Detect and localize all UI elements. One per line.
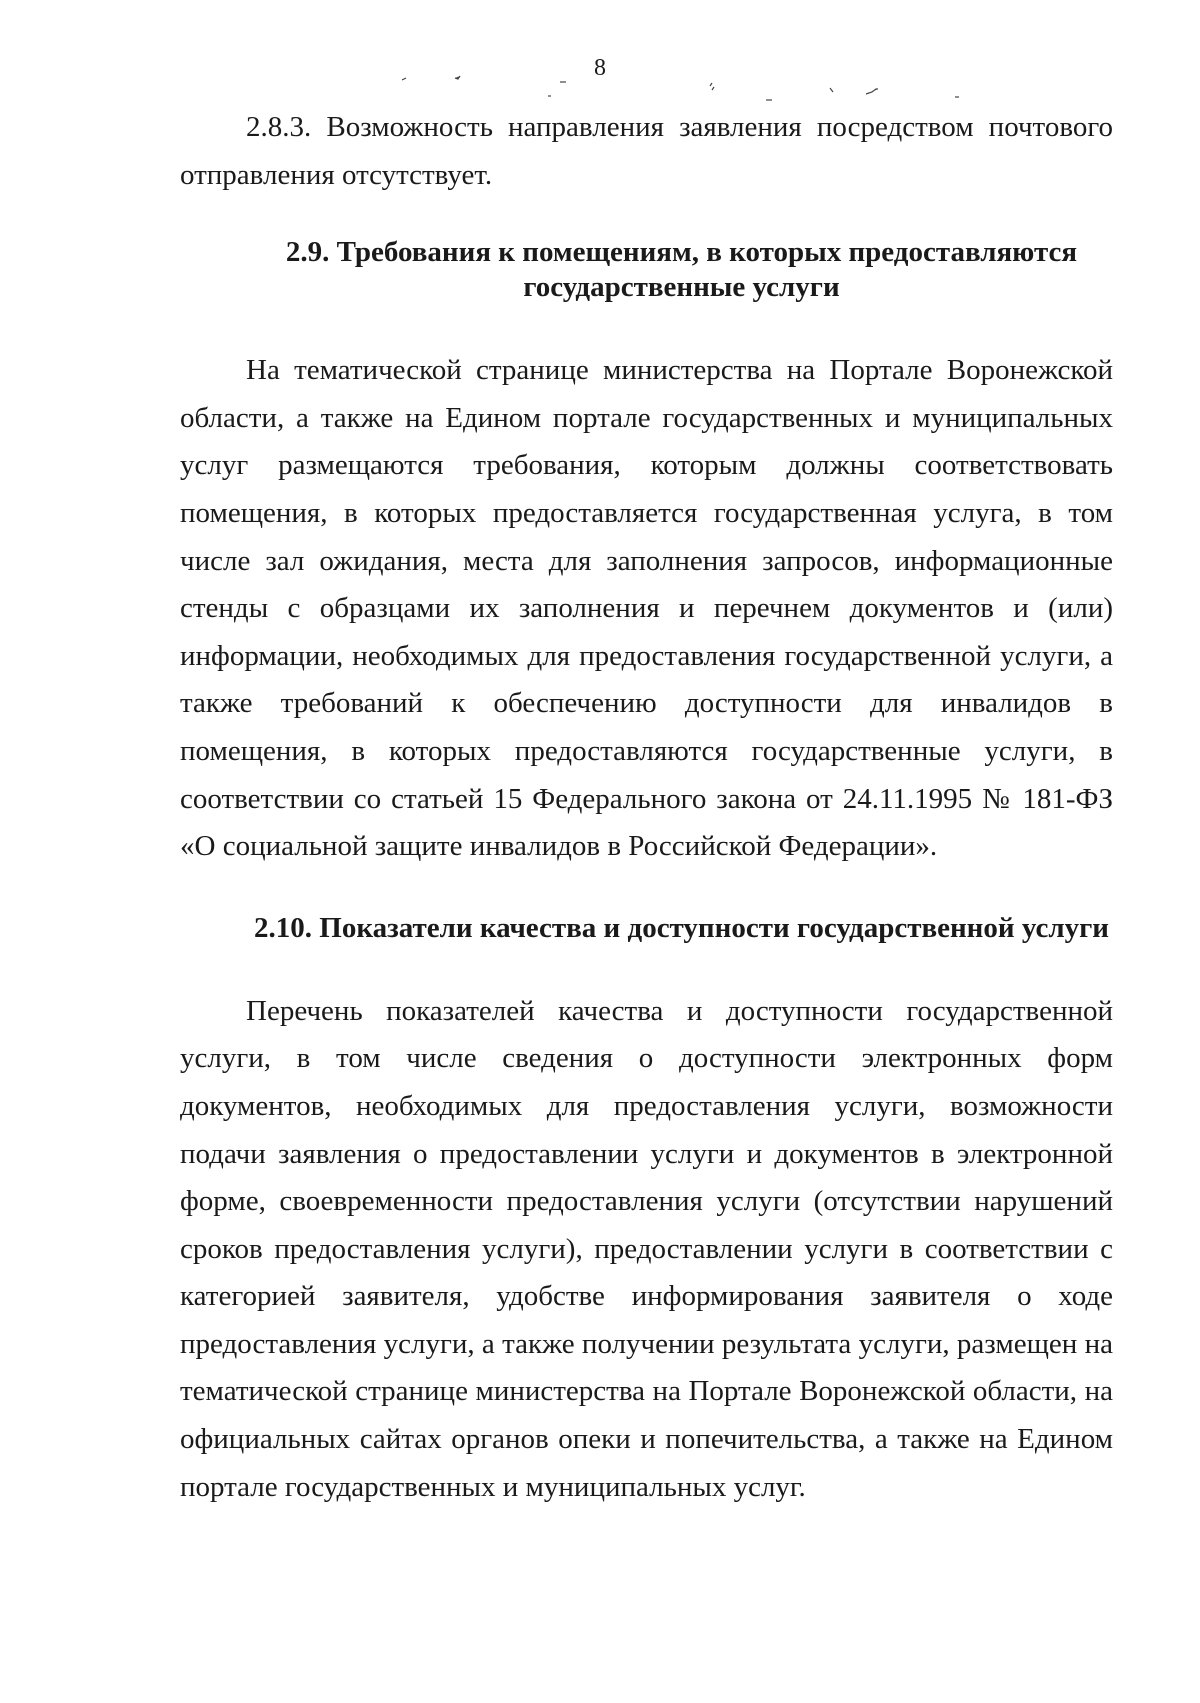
paragraph-2-8-3: 2.8.3. Возможность направления заявления посредством почтового отправления отсутствует. xyxy=(180,111,1113,191)
paragraph-2-10: Перечень показателей качества и доступности государственной услуги, в том числе сведения о доступности электронных форм документов, необходимых для предоставления услуги, возможности подачи заявления о предоставлении услуги и документов в электронной форме, своевременности предоставления услуги (отсутствии нарушений сроков предоставления услуги), предоставлении услуги в соответствии с категорией заявителя, удобстве информирования заявителя о ходе предоставления услуги, а также получении результата услуги, размещен на тематической странице министерства на Портале Воронежской области, на официальных сайтах органов опеки и попечительства, а также на Едином портале государственных и муниципальных услуг. xyxy=(180,994,1113,1503)
section-heading-2-10: 2.10. Показатели качества и доступности государственной услуги xyxy=(254,911,1109,944)
section-heading-2-9 xyxy=(180,235,1113,305)
section-heading-2-9-line2: государственные услуги xyxy=(523,271,840,304)
document-body xyxy=(180,104,1113,1511)
section-heading-2-9-line1: 2.9. Требования к помещениям, в которых предоставляются xyxy=(285,236,1078,269)
page-number: 8 xyxy=(594,55,606,81)
paragraph-2-9: На тематической странице министерства на Портале Воронежской области, а также на Едином портале государственных и муниципальных услуг размещаются требования, которым должны соответствовать помещения, в которых предоставляется государственная услуга, в том числе зал ожидания, места для заполнения запросов, информационные стенды с образцами их заполнения и перечнем документов и (или) информации, необходимых для предоставления государственной услуги, а также требований к обеспечению доступности для инвалидов в помещения, в которых предоставляются государственные услуги, в соответствии со статьей 15 Федерального закона от 24.11.1995 № 181-ФЗ «О социальной защите инвалидов в Российской Федерации». xyxy=(180,354,1113,863)
